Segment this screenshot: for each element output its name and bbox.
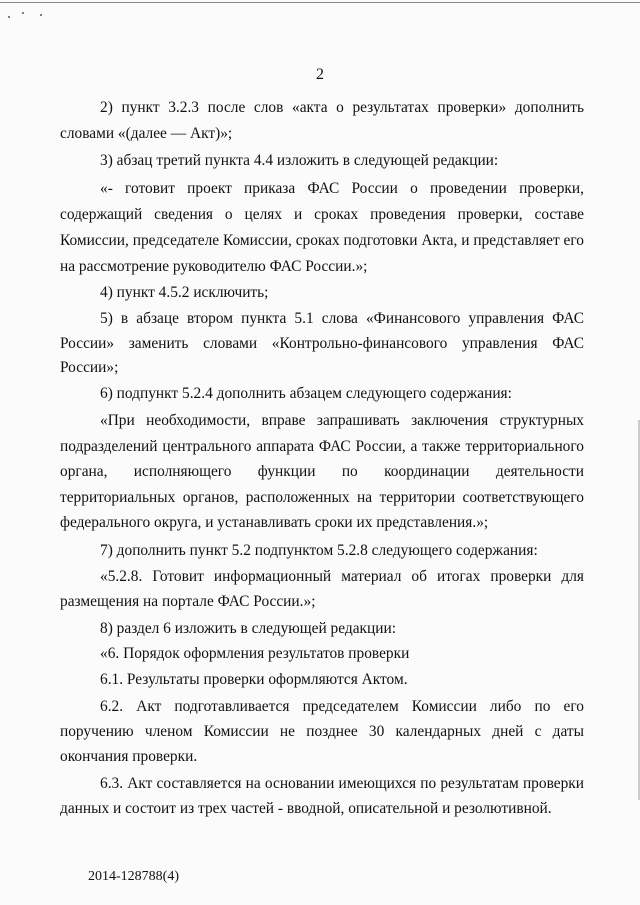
- text-line: данных и состоит из трех частей - вводной, описательной и резолютивной.: [60, 800, 552, 817]
- page-edge-line: [0, 2, 640, 3]
- text-line: 5) в абзаце втором пункта 5.1 слова «Финансового управления ФАС: [100, 310, 584, 327]
- text-line: словами «(далее — Акт)»;: [60, 125, 233, 142]
- text-line: федерального округа, и устанавливать сроки их представления.»;: [60, 514, 489, 531]
- text-line: «6. Порядок оформления результатов проверки: [100, 645, 410, 662]
- text-line: 6.1. Результаты проверки оформляются Актом.: [100, 671, 408, 688]
- text-line: 2) пункт 3.2.3 после слов «акта о результатах проверки» дополнить: [100, 99, 584, 116]
- text-line: поручению членом Комиссии не позднее 30 календарных дней с даты: [60, 723, 584, 740]
- text-line: органа, исполняющего функции по координации деятельности: [60, 463, 584, 480]
- text-line: окончания проверки.: [60, 748, 198, 765]
- text-line: содержащий сведения о целях и сроках проведения проверки, составе: [60, 206, 584, 223]
- scan-speck: [40, 14, 42, 16]
- text-line: «При необходимости, вправе запрашивать заключения структурных: [100, 412, 584, 429]
- document-id: 2014-128788(4): [88, 869, 179, 884]
- scan-specks: [8, 10, 48, 20]
- text-line: 3) абзац третий пункта 4.4 изложить в следующей редакции:: [100, 152, 499, 169]
- text-line: 8) раздел 6 изложить в следующей редакции:: [100, 620, 396, 637]
- text-line: 6.2. Акт подготавливается председателем Комиссии либо по его: [100, 698, 584, 715]
- text-line: России» заменить словами «Контрольно-финансового управления ФАС: [60, 335, 584, 352]
- text-line: 7) дополнить пункт 5.2 подпунктом 5.2.8 следующего содержания:: [100, 542, 538, 559]
- text-line: территориальных органов, расположенных на территории соответствующего: [60, 489, 584, 506]
- text-line: размещения на портале ФАС России.»;: [60, 593, 316, 610]
- text-line: России»;: [60, 359, 119, 376]
- text-line: подразделений центрального аппарата ФАС России, а также территориального: [60, 438, 584, 455]
- text-line: «5.2.8. Готовит информационный материал об итогах проверки для: [100, 568, 584, 585]
- scan-speck: [8, 16, 10, 18]
- text-line: 6.3. Акт составляется на основании имеющихся по результатам проверки: [100, 775, 584, 792]
- text-line: на рассмотрение руководителю ФАС России.»;: [60, 258, 368, 275]
- scan-speck: [22, 12, 24, 14]
- text-line: «- готовит проект приказа ФАС России о проведении проверки,: [100, 180, 584, 197]
- page-number: 2: [316, 66, 324, 83]
- text-line: 4) пункт 4.5.2 исключить;: [100, 284, 269, 301]
- text-line: 6) подпункт 5.2.4 дополнить абзацем следующего содержания:: [100, 385, 512, 402]
- text-line: Комиссии, председателе Комиссии, сроках подготовки Акта, и представляет его: [60, 232, 584, 249]
